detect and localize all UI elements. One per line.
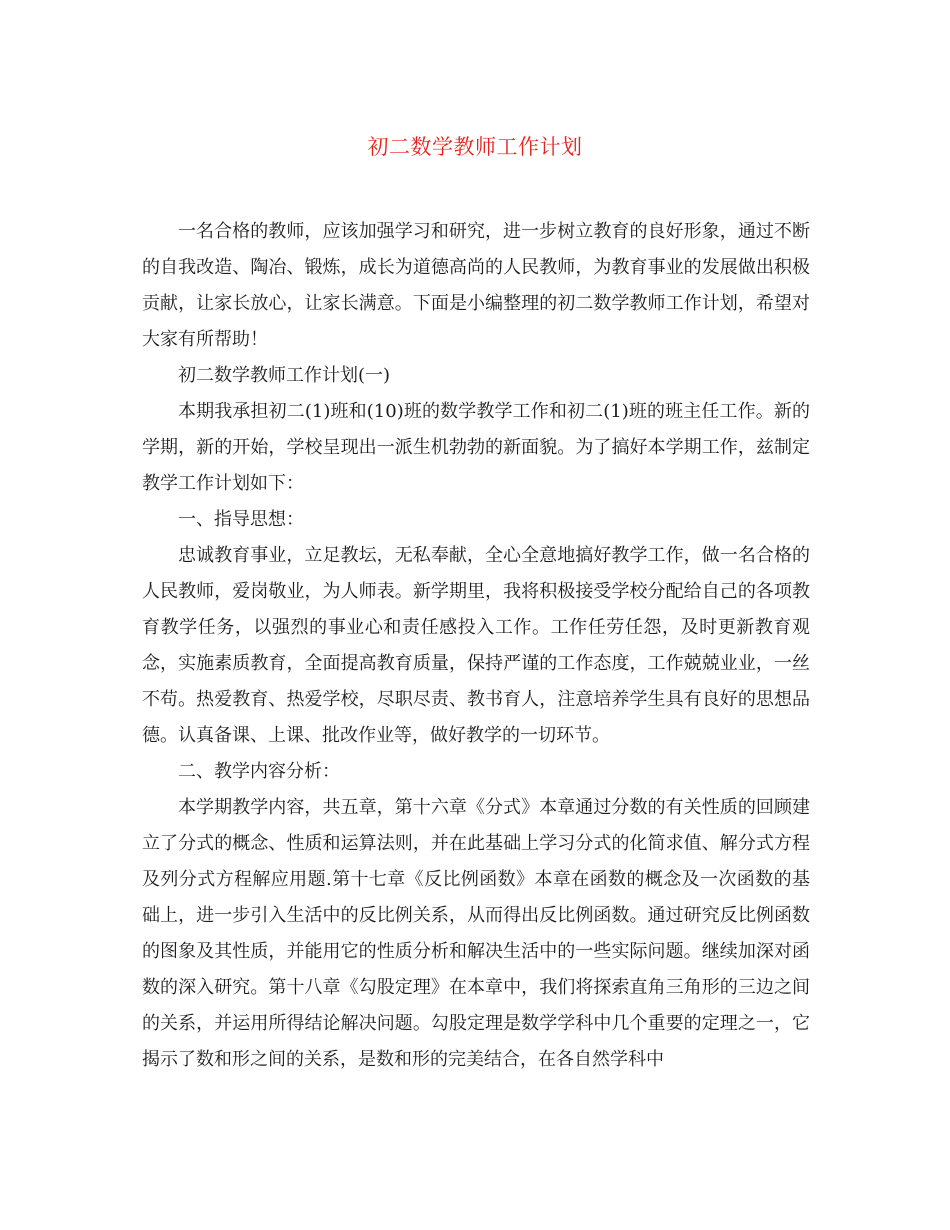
section-heading-plan-1: 初二数学教师工作计划(一) (178, 365, 391, 386)
paragraph-content-analysis: 本学期教学内容，共五章，第十六章《分式》本章通过分数的有关性质的回顾建立了分式的概念、性质和运算法则，并在此基础上学习分式的化简求值、解分式方程及列分式方程解应用题.第十七章《反比例函数》本章在函数的概念及一次函数的基础上，进一步引入生活中的反比例关系，从而得出反比例函数。通过研究反比例函数的图象及其性质，并能用它的性质分析和解决生活中的一些实际问题。继续加深对函数的深入研究。第十八章《勾股定理》在本章中，我们将探索直角三角形的三边之间的关系，并运用所得结论解决问题。勾股定理是数学学科中几个重要的定理之一，它揭示了数和形之间的关系，是数和形的完美结合，在各自然学科中 (142, 797, 810, 1070)
paragraph-intro: 一名合格的教师，应该加强学习和研究，进一步树立教育的良好形象，通过不断的自我改造、陶冶、锻炼，成长为道德高尚的人民教师，为教育事业的发展做出积极贡献，让家长放心，让家长满意。下面是小编整理的初二数学教师工作计划，希望对大家有所帮助！ (142, 221, 810, 350)
paragraph-assignment: 本期我承担初二(1)班和(10)班的数学教学工作和初二(1)班的班主任工作。新的学期，新的开始，学校呈现出一派生机勃勃的新面貌。为了搞好本学期工作，兹制定教学工作计划如下： (142, 401, 810, 494)
document-body (142, 214, 810, 1078)
section-heading-guiding-thought: 一、指导思想： (178, 509, 304, 530)
document-title: 初二数学教师工作计划 (367, 135, 583, 159)
section-heading-content-analysis: 二、教学内容分析： (178, 761, 340, 782)
paragraph-guiding-thought: 忠诚教育事业，立足教坛，无私奉献，全心全意地搞好教学工作，做一名合格的人民教师，爱岗敬业，为人师表。新学期里，我将积极接受学校分配给自己的各项教育教学任务，以强烈的事业心和责任感投入工作。工作任劳任怨，及时更新教育观念，实施素质教育，全面提高教育质量，保持严谨的工作态度，工作兢兢业业，一丝不苟。热爱教育、热爱学校，尽职尽责、教书育人，注意培养学生具有良好的思想品德。认真备课、上课、批改作业等，做好教学的一切环节。 (142, 545, 810, 746)
